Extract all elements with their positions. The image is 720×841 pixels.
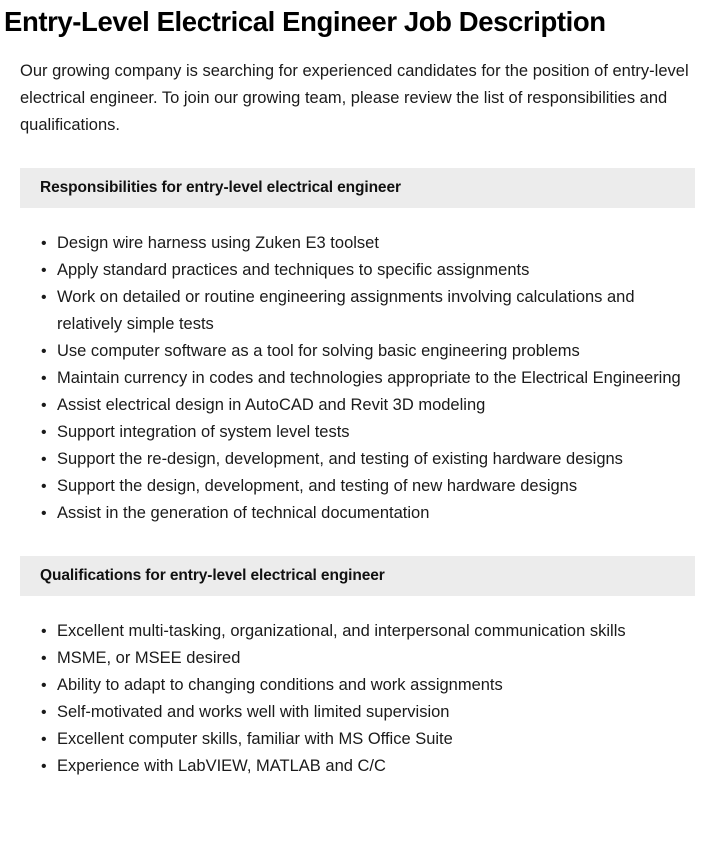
qualifications-section-header — [20, 556, 695, 596]
list-item: • Use computer software as a tool for solving basic engineering problems — [0, 338, 720, 365]
list-item: • Ability to adapt to changing conditions and work assignments — [0, 672, 720, 699]
responsibilities-section — [0, 168, 720, 527]
list-item: • Apply standard practices and techniques to specific assignments — [0, 257, 720, 284]
responsibilities-heading-text: Responsibilities for entry-level electrical engineer — [40, 179, 401, 196]
list-item: • Maintain currency in codes and technologies appropriate to the Electrical Engineering — [0, 365, 720, 392]
list-item: • Support the design, development, and testing of new hardware designs — [0, 473, 720, 500]
list-item: • Excellent computer skills, familiar with MS Office Suite — [0, 726, 720, 753]
page-title: Entry-Level Electrical Engineer Job Description — [4, 6, 606, 37]
list-item: • Assist electrical design in AutoCAD and Revit 3D modeling — [0, 392, 720, 419]
list-item: • MSME, or MSEE desired — [0, 645, 720, 672]
list-item: • Assist in the generation of technical documentation — [0, 500, 720, 527]
list-item: • Support integration of system level tests — [0, 419, 720, 446]
list-item: • Self-motivated and works well with limited supervision — [0, 699, 720, 726]
responsibilities-list — [0, 230, 720, 527]
intro-paragraph: Our growing company is searching for experienced candidates for the position of entry-level electrical engineer. To join our growing team, please review the list of responsibilities and qualifications. — [20, 62, 689, 134]
list-item: • Excellent multi-tasking, organizational, and interpersonal communication skills — [0, 618, 720, 645]
qualifications-section — [0, 556, 720, 780]
list-item: • Experience with LabVIEW, MATLAB and C/C — [0, 753, 720, 780]
list-item: • Design wire harness using Zuken E3 toolset — [0, 230, 720, 257]
qualifications-list — [0, 618, 720, 780]
qualifications-heading-text: Qualifications for entry-level electrical engineer — [40, 567, 385, 584]
list-item: • Work on detailed or routine engineering assignments involving calculations and relatively simple tests — [0, 284, 720, 338]
responsibilities-section-header — [20, 168, 695, 208]
list-item: • Support the re-design, development, and testing of existing hardware designs — [0, 446, 720, 473]
